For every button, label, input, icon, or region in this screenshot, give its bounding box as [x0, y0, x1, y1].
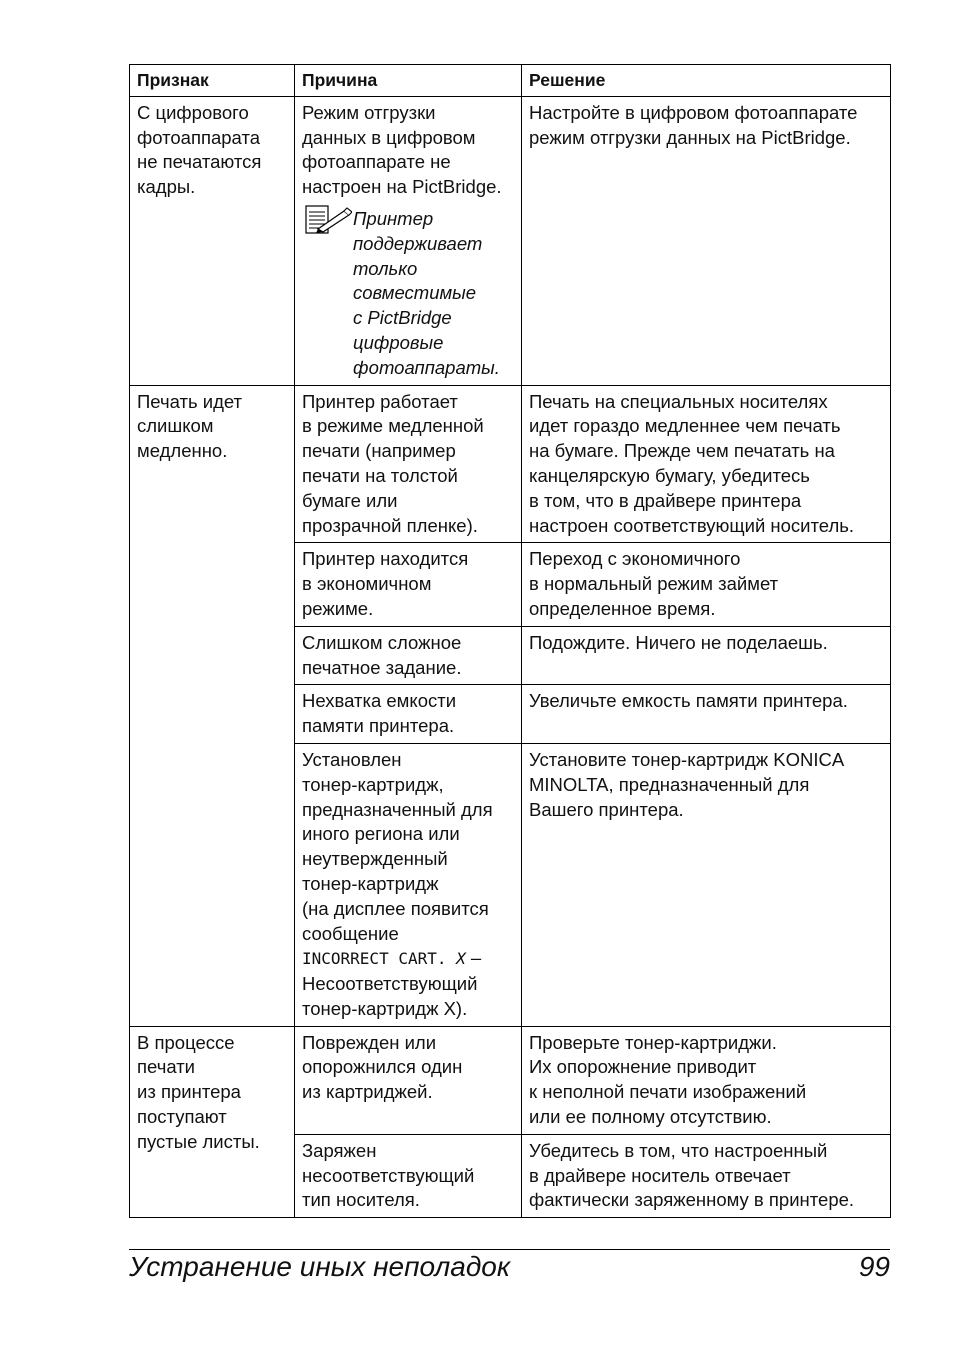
footer-section-title: Устранение иных неполадок: [129, 1251, 511, 1282]
symptom-cell: Печать идет слишком медленно.: [130, 385, 295, 1026]
footer-divider: [129, 1249, 890, 1250]
cause-text-post: – Несоответствующий тонер-картридж X).: [302, 947, 482, 1019]
cause-cell: Заряжен несоответствующий тип носителя.: [295, 1134, 522, 1217]
cause-cell: Нехватка емкости памяти принтера.: [295, 685, 522, 744]
note-icon: [304, 205, 352, 235]
table-row: [130, 96, 891, 385]
solution-cell: Печать на специальных носителях идет гораздо медленнее чем печать на бумаге. Прежде чем печатать на канцелярскую бумагу, убедитесь в том, что в драйвере принтера настроен соответствующий носитель.: [522, 385, 891, 543]
error-code-variable: X: [456, 949, 466, 969]
symptom-cell: С цифрового фотоаппарата не печатаются кадры.: [130, 96, 295, 385]
solution-cell: Убедитесь в том, что настроенный в драйвере носитель отвечает фактически заряженному в принтере.: [522, 1134, 891, 1217]
table-row: [130, 1026, 891, 1134]
solution-cell: Проверьте тонер-картриджи. Их опорожнение приводит к неполной печати изображений или ее полному отсутствию.: [522, 1026, 891, 1134]
page-number: 99: [858, 1251, 890, 1282]
cause-cell: [295, 743, 522, 1026]
cause-text-pre: Установлен тонер-картридж, предназначенный для иного региона или неутвержденный тонер-картридж (на дисплее появится сообщение: [302, 748, 493, 944]
note-block: [302, 207, 518, 381]
table-header-row: [130, 65, 891, 97]
cause-cell: Принтер находится в экономичном режиме.: [295, 543, 522, 626]
header-cause: Причина: [295, 65, 522, 97]
symptom-cell: В процессе печати из принтера поступают пустые листы.: [130, 1026, 295, 1218]
error-code: INCORRECT CART.: [302, 949, 457, 969]
header-solution: Решение: [522, 65, 891, 97]
cause-cell: Принтер работает в режиме медленной печати (например печати на толстой бумаге или прозрачной пленке).: [295, 385, 522, 543]
solution-cell: Увеличьте емкость памяти принтера.: [522, 685, 891, 744]
note-text: Принтер поддерживает только совместимые с PictBridge цифровые фотоаппараты.: [353, 207, 500, 378]
header-symptom: Признак: [130, 65, 295, 97]
table-row: [130, 385, 891, 543]
cause-cell: Слишком сложное печатное задание.: [295, 626, 522, 685]
solution-cell: Переход с экономичного в нормальный режим займет определенное время.: [522, 543, 891, 626]
solution-cell: Установите тонер-картридж KONICA MINOLTA, предназначенный для Вашего принтера.: [522, 743, 891, 1026]
troubleshooting-table: [129, 64, 891, 1218]
cause-cell: Поврежден или опорожнился один из картриджей.: [295, 1026, 522, 1134]
cause-text: Режим отгрузки данных в цифровом фотоаппарате не настроен на PictBridge.: [302, 101, 502, 198]
solution-cell: Настройте в цифровом фотоаппарате режим отгрузки данных на PictBridge.: [522, 96, 891, 385]
solution-cell: Подождите. Ничего не поделаешь.: [522, 626, 891, 685]
cause-cell: [295, 96, 522, 385]
